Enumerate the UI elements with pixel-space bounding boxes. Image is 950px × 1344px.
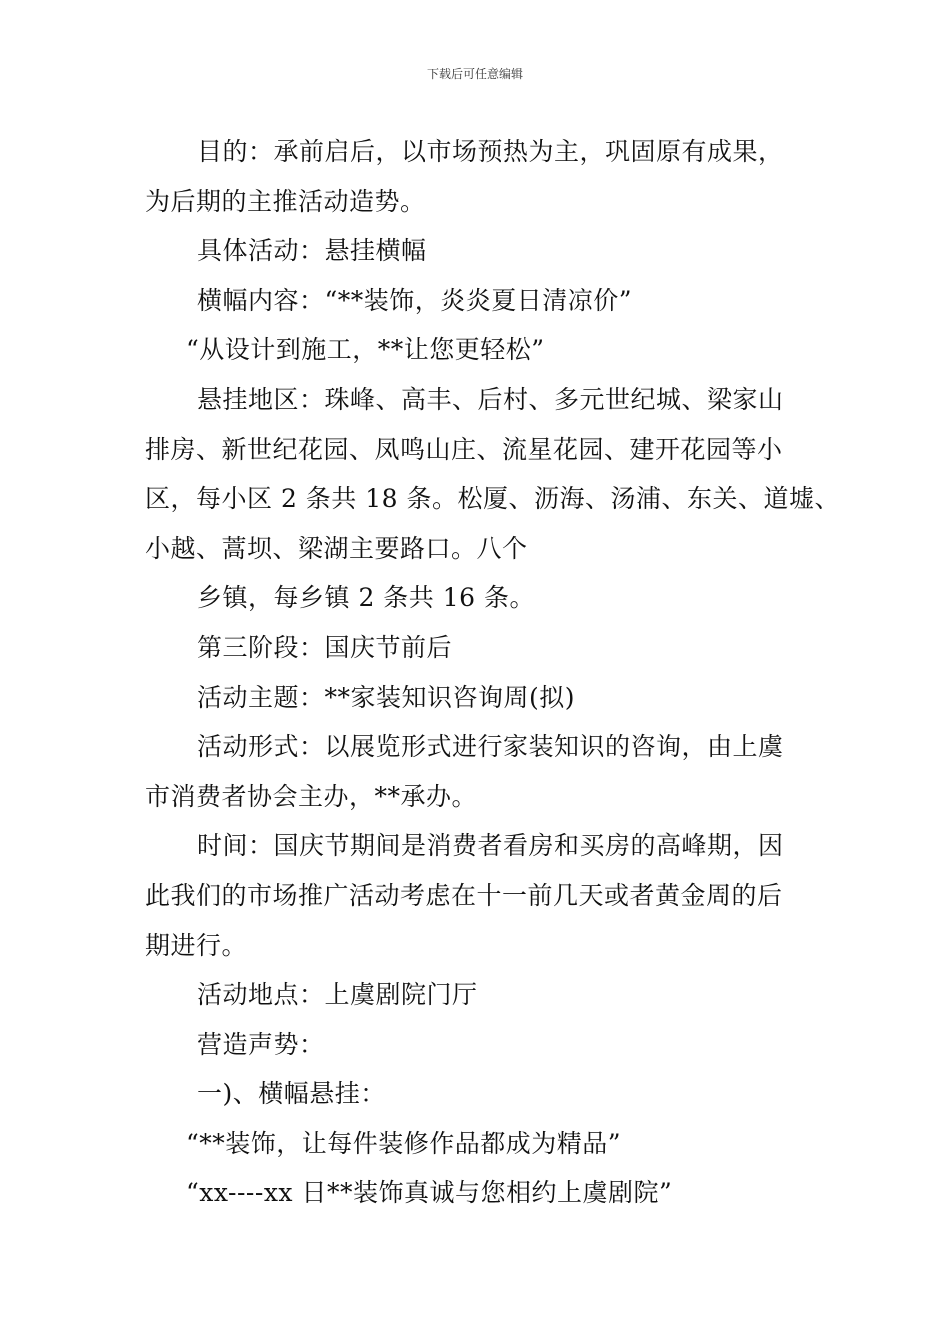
document-body bbox=[145, 127, 841, 1218]
paragraph-line: 活动主题：**家装知识咨询周(拟) bbox=[197, 682, 576, 712]
paragraph-line: 区，每小区 2 条共 18 条。松厦、沥海、汤浦、东关、道墟、 bbox=[145, 484, 841, 514]
paragraph-line: 具体活动：悬挂横幅 bbox=[197, 236, 427, 266]
paragraph-line: “**装饰，让每件装修作品都成为精品” bbox=[186, 1128, 622, 1158]
paragraph-line: 横幅内容：“**装饰，炎炎夏日清凉价” bbox=[197, 285, 633, 315]
paragraph-line: 时间：国庆节期间是消费者看房和买房的高峰期，因 bbox=[197, 831, 784, 861]
paragraph-line: 期进行。 bbox=[145, 930, 248, 960]
paragraph-line: 活动地点：上虞剧院门厅 bbox=[197, 980, 478, 1010]
paragraph-line: 目的：承前启后，以市场预热为主，巩固原有成果， bbox=[197, 137, 784, 166]
paragraph-line: 一)、横幅悬挂： bbox=[197, 1079, 386, 1109]
paragraph-line: 排房、新世纪花园、凤鸣山庄、流星花园、建开花园等小 bbox=[145, 434, 783, 464]
paragraph-line: “xx----xx 日**装饰真诚与您相约上虞剧院” bbox=[186, 1178, 673, 1208]
page-header: 下载后可任意编辑 bbox=[426, 67, 523, 81]
paragraph-line: 市消费者协会主办，**承办。 bbox=[145, 781, 478, 811]
paragraph-line: 悬挂地区：珠峰、高丰、后村、多元世纪城、梁家山 bbox=[197, 384, 784, 414]
paragraph-line: “从设计到施工，**让您更轻松” bbox=[186, 335, 545, 365]
paragraph-line: 小越、蒿坝、梁湖主要路口。八个 bbox=[145, 533, 528, 563]
paragraph-line: 为后期的主推活动造势。 bbox=[145, 186, 426, 216]
paragraph-line: 活动形式：以展览形式进行家装知识的咨询，由上虞 bbox=[197, 732, 784, 762]
paragraph-line: 营造声势： bbox=[197, 1029, 325, 1059]
paragraph-line: 第三阶段：国庆节前后 bbox=[197, 632, 453, 662]
paragraph-line: 此我们的市场推广活动考虑在十一前几天或者黄金周的后 bbox=[145, 880, 783, 910]
paragraph-line: 乡镇，每乡镇 2 条共 16 条。 bbox=[197, 583, 536, 613]
